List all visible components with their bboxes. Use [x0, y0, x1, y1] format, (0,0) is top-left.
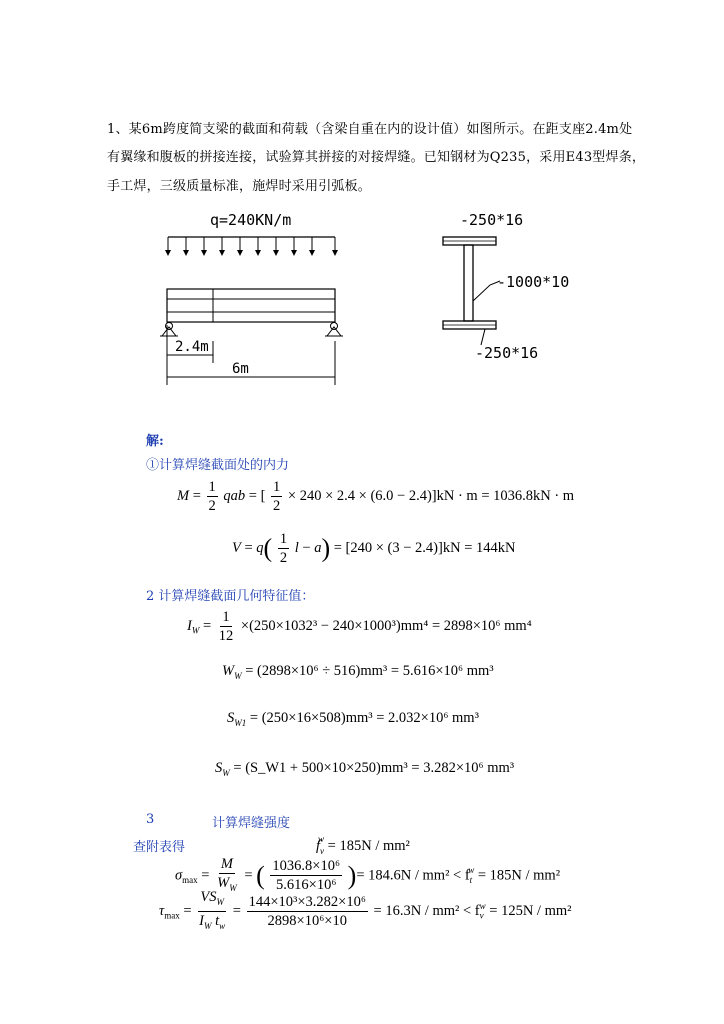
step-3-title: 计算焊缝强度: [212, 816, 291, 831]
flange-top-label: -250*16: [460, 211, 524, 229]
sigma-equation: $\sigma_{max}$ = $\frac{M}{W_W}$ = ( $\frac{\text{1036.8×10⁶}}{\text{5.616×10⁶}}$ )= $184.6N / mm^2 < f_t^w = 185N / mm^2$: [175, 856, 561, 894]
problem-line-3: 手工焊，三级质量标准，施焊时采用引弧板。: [107, 179, 372, 194]
shear-equation: V = q( $\frac{1}{2}$ l − a) = [240 × (3 − 2.4)]kN = 144kN: [232, 531, 516, 566]
tau-equation: $\tau_{max}$ = $\frac{VS_W}{I_W t_w}$ = $\frac{\text{144×10³×3.282×10⁶}}{\text{2898×10⁶×10}}$ = $16.3N / mm^2 < f_v^w = 125N / mm^2$: [159, 889, 572, 931]
dim-6m: 6m: [232, 361, 249, 377]
step-1-title: ①计算焊缝截面处的内力: [146, 458, 290, 473]
problem-line-1: 1、某6m跨度简支梁的截面和荷载（含梁自重在内的设计值）如图所示。在距支座2.4m处: [107, 122, 633, 137]
step-2-title: 2 计算焊缝截面几何特征值：: [146, 589, 315, 604]
moment-equation: M = $\frac{1}{2}$ qab = [ $\frac{1}{2}$ × 240 × 2.4 × (6.0 − 2.4)]kN · m = 1036.8kN · m: [177, 479, 575, 514]
load-label: q=240KN/m: [210, 211, 292, 229]
web-label: -1000*10: [497, 273, 570, 291]
iw-equation: $I_W$ = $\frac{1}{12}$ ×(250×1032³ − 240×1000³)mm⁴ = 2898×10⁶ mm⁴: [187, 609, 532, 644]
flange-bottom-label: -250*16: [475, 344, 539, 362]
beam-diagram: [150, 205, 360, 390]
dim-2-4m: 2.4m: [175, 339, 209, 355]
fvw-equation: $f_v^w = 185N / mm^2$: [316, 834, 410, 856]
lookup-label: 查附表得: [133, 840, 186, 855]
section-diagram: [435, 205, 585, 365]
problem-line-2: 有翼缘和腹板的拼接连接，试验算其拼接的对接焊缝。已知钢材为Q235，采用E43型焊条，: [107, 150, 646, 165]
step-3-number: 3: [146, 812, 155, 827]
sw-equation: $S_W$ = (S_W1 + 500×10×250)mm³ = 3.282×10⁶ mm³: [215, 760, 515, 778]
sw1-equation: $S_{W1} = (250\times 16\times 508)mm^3 = 2.032\times 10^6$ mm³: [227, 710, 479, 728]
solution-heading: 解:: [146, 434, 164, 449]
ww-equation: $W_W = (2898\times 10^6 \div 516)mm^3 = 5.616\times 10^6$ mm³: [222, 663, 494, 681]
